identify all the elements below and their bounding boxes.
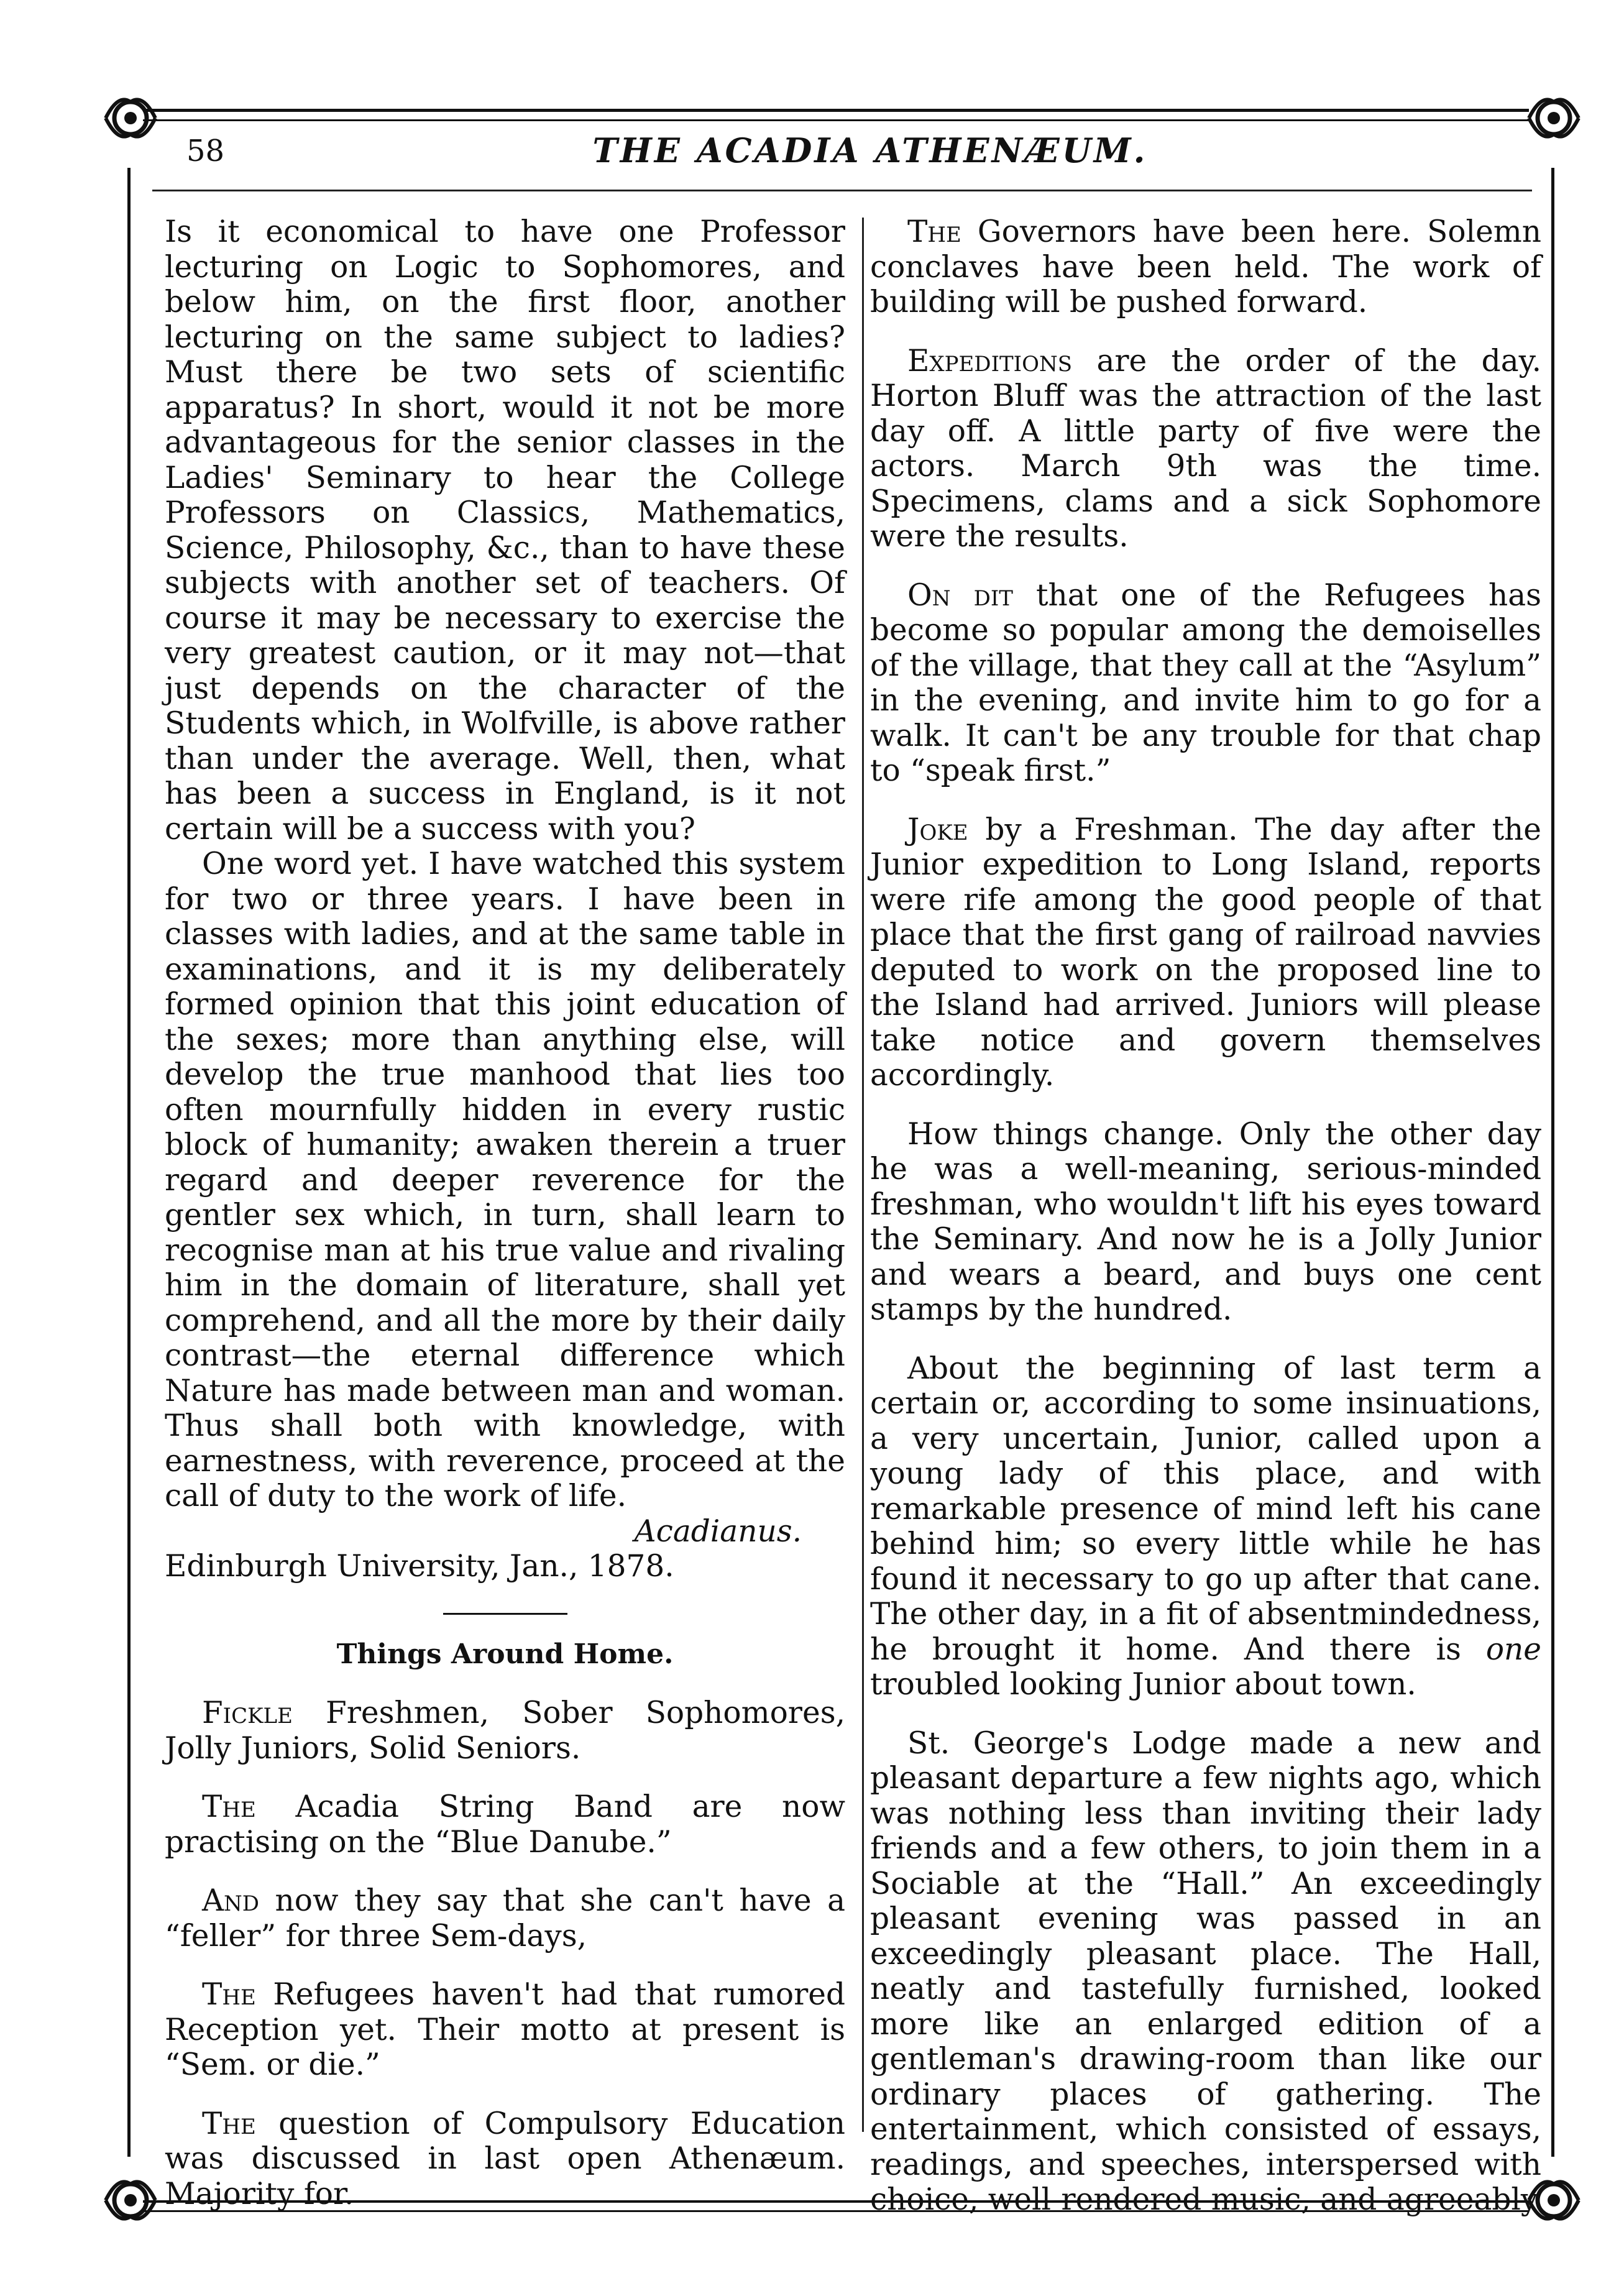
news-item bbox=[165, 1883, 845, 1954]
left-column bbox=[165, 214, 845, 2211]
news-item-text: Refugees haven't had that rumored Reception yet. Their motto at present is “Sem. or die.” bbox=[165, 1977, 845, 2082]
news-item bbox=[165, 1696, 845, 1766]
news-item bbox=[165, 2106, 845, 2212]
left-border-rule bbox=[127, 168, 131, 2157]
news-item-text: About the beginning of last term a certain or, according to some insinuations, a very uncertain, Junior, called upon a young lady of this place, and with remarkable presence of mind left his cane behind him; so every little while he has found it necessary to go up after that cane. The other day, in a fit of absentmindedness, he brought it home. And there is bbox=[870, 1351, 1541, 1667]
news-item-text: that one of the Refugees has become so popular among the demoiselles of the village, that they call at the “Asylum” in the evening, and invite him to go for a walk. It can't be any trouble for that chap to “speak first.” bbox=[870, 577, 1541, 788]
news-item: How things change. Only the other day he was a well-meaning, serious-minded freshman, who wouldn't lift his eyes toward the Seminary. And now he is a Jolly Junior and wears a beard, and buys one cent stamps by the hundred. bbox=[870, 1116, 1541, 1327]
dateline: Edinburgh University, Jan., 1878. bbox=[165, 1549, 674, 1584]
lead-word: The bbox=[202, 1789, 256, 1824]
top-border-rule bbox=[143, 109, 1529, 112]
corner-ornament-icon bbox=[1516, 81, 1591, 155]
news-item-text: now they say that she can't have a “feller” for three Sem-days, bbox=[165, 1883, 845, 1954]
emphasis-word: one bbox=[1485, 1632, 1541, 1667]
running-head-title: THE ACADIA ATHENÆUM. bbox=[592, 131, 1148, 170]
paragraph: One word yet. I have watched this system for two or three years. I have been in classes with ladies, and at the same table in examinations, and it is my deliberately formed opinion that this joint education of the sexes; more than anything else, will develop the true manhood that lies too often mournfully hidden in every rustic block of humanity; awaken therein a truer regard and deeper reverence for the gentler sex which, in turn, shall learn to recognise man at his true value and rivaling him in the domain of literature, shall yet comprehend, and all the more by their daily contrast—the eternal difference which Nature has made between man and woman. Thus shall both with knowledge, with earnestness, with reverence, proceed at the call of duty to the work of life. bbox=[165, 847, 845, 1513]
news-item-text: by a Freshman. The day after the Junior expedition to Long Island, reports were rife among the good people of that place that the first gang of railroad navvies deputed to work on the proposed line to the Island had arrived. Juniors will please take notice and govern themselves accordingly. bbox=[870, 812, 1541, 1093]
lead-word: The bbox=[202, 2106, 256, 2141]
lead-word: Fickle bbox=[202, 1696, 293, 1730]
news-item-text: Acadia String Band are now practising on the “Blue Danube.” bbox=[165, 1789, 845, 1860]
news-item-text: Governors have been here. Solemn conclaves have been held. The work of building will be pushed forward. bbox=[870, 214, 1541, 319]
news-item-text: are the order of the day. Horton Bluff was the attraction of the last day off. A little party of five were the actors. March 9th was the time. Specimens, clams and a sick Sophomore were the results. bbox=[870, 343, 1541, 554]
news-item bbox=[870, 344, 1541, 554]
corner-ornament-icon bbox=[93, 2163, 168, 2238]
news-item bbox=[870, 1351, 1541, 1702]
lead-word: The bbox=[907, 214, 961, 249]
lead-word: Expeditions bbox=[907, 343, 1073, 379]
right-column bbox=[870, 214, 1541, 2218]
header-rule bbox=[152, 190, 1532, 191]
lead-word: The bbox=[202, 1977, 256, 2012]
lead-word: And bbox=[202, 1883, 260, 1918]
news-item bbox=[870, 578, 1541, 789]
news-item bbox=[870, 214, 1541, 320]
section-title: Things Around Home. bbox=[336, 1638, 674, 1670]
news-item bbox=[165, 1977, 845, 2083]
page-number: 58 bbox=[186, 134, 225, 168]
news-item bbox=[870, 812, 1541, 1093]
news-item-text: question of Compulsory Education was discussed in last open Athenæum. Majority for. bbox=[165, 2106, 845, 2211]
lead-word: On dit bbox=[907, 577, 1013, 613]
section-divider bbox=[443, 1613, 567, 1615]
column-divider bbox=[862, 218, 864, 2132]
lead-word: Joke bbox=[907, 812, 968, 847]
news-item-text: troubled looking Junior about town. bbox=[870, 1667, 1416, 1702]
top-border-rule-inner bbox=[143, 119, 1529, 121]
news-item: St. George's Lodge made a new and pleasant departure a few nights ago, which was nothing less than inviting their lady friends and a few others, to join them in a Sociable at the “Hall.” An exceedingly pleasant evening was passed in an exceedingly pleasant place. The Hall, neatly and tastefully furnished, looked more like an enlarged edition of a gentleman's drawing-room than like our ordinary places of gathering. The entertainment, which consisted of essays, readings, and speeches, interspersed with choice, well-rendered music, and agreeably bbox=[870, 1725, 1541, 2217]
corner-ornament-icon bbox=[93, 81, 168, 155]
news-item-text: Freshmen, Sober Sophomores, Jolly Juniors, Solid Seniors. bbox=[165, 1696, 845, 1766]
news-item bbox=[165, 1789, 845, 1860]
signature: Acadianus. bbox=[634, 1513, 802, 1549]
paragraph: Is it economical to have one Professor lecturing on Logic to Sophomores, and below him, on the first floor, another lecturing on the same subject to ladies? Must there be two sets of scientific apparatus? In short, would it not be more advantageous for the senior classes in the Ladies' Seminary to hear the College Professors on Classics, Mathematics, Science, Philosophy, &c., than to have these subjects with another set of teachers. Of course it may be necessary to exercise the very greatest caution, or it may not—that just depends on the character of the Students which, in Wolfville, is above rather than under the average. Well, then, what has been a success in England, is it not certain will be a success with you? bbox=[165, 214, 845, 847]
right-border-rule bbox=[1551, 168, 1554, 2157]
